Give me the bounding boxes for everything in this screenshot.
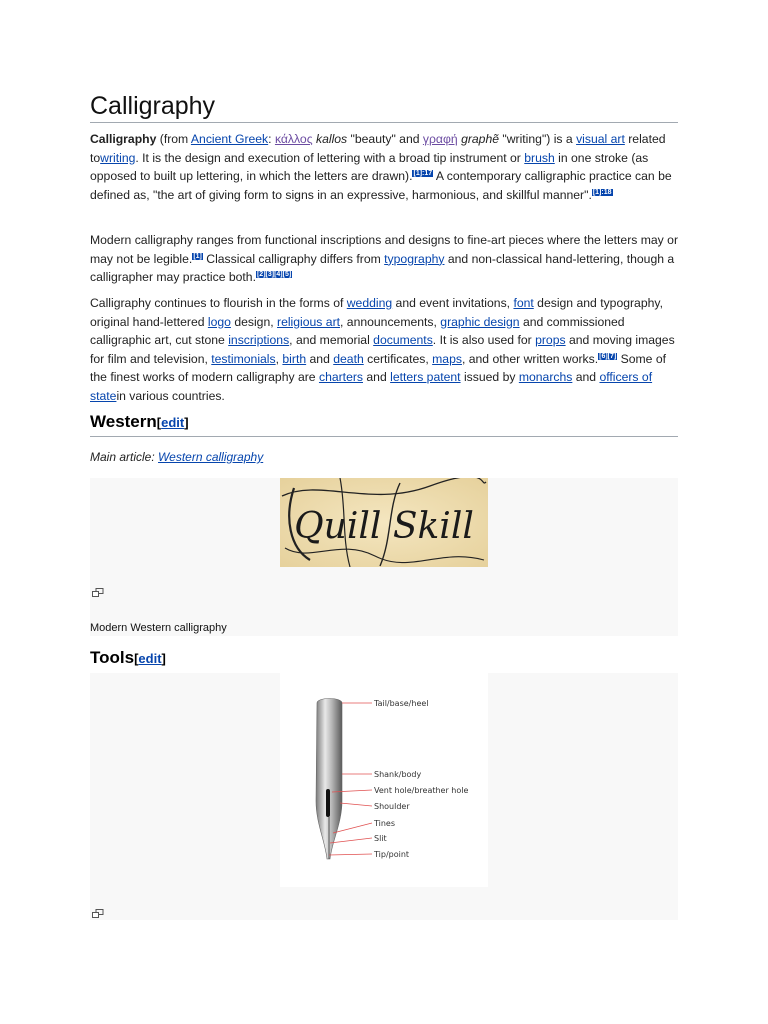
link-props[interactable]: props: [535, 333, 566, 348]
text: "beauty" and: [347, 132, 423, 146]
text: and event invitations,: [392, 296, 514, 310]
edit-bracket-close: ]: [184, 415, 189, 430]
text: related to: [90, 132, 666, 165]
edit-link-western[interactable]: edit: [161, 415, 185, 430]
intro-paragraph: [90, 130, 678, 204]
link-charters[interactable]: charters: [318, 370, 363, 385]
heading-text: Western: [90, 412, 157, 431]
link-monarchs[interactable]: monarchs: [518, 370, 573, 385]
link-graphe[interactable]: γραφή: [422, 132, 458, 146]
nib-label-tip: Tip/point: [374, 850, 410, 859]
text: and: [363, 370, 391, 385]
text: "writing") is a: [499, 132, 577, 146]
text: . It is also used for: [432, 333, 536, 348]
link-birth[interactable]: birth: [282, 351, 307, 366]
bold-term: Calligraphy: [90, 132, 157, 146]
edit-link-tools[interactable]: edit: [138, 651, 162, 666]
page-title: Calligraphy: [90, 92, 216, 120]
section-heading-tools: [90, 648, 166, 668]
figure-caption: Modern Western calligraphy: [90, 622, 227, 634]
hatnote: [90, 450, 263, 464]
link-ancient-greek[interactable]: Ancient Greek: [190, 132, 269, 146]
link-visual-art[interactable]: visual art: [576, 132, 625, 146]
link-death[interactable]: death: [333, 351, 364, 366]
reference-link[interactable]: [1]: [193, 252, 202, 260]
link-officers-of-state[interactable]: officers of state: [90, 370, 653, 403]
link-wedding[interactable]: wedding: [346, 296, 393, 310]
link-brush[interactable]: brush: [524, 150, 555, 165]
reference-link[interactable]: [2][3][4][5]: [256, 271, 292, 279]
text: Modern calligraphy ranges from functional inscriptions and designs to fine-art pieces where the letters may or may not be legible.: [90, 233, 678, 266]
link-letters-patent[interactable]: letters patent: [390, 370, 461, 385]
text: and moving images for film and television,: [90, 333, 675, 366]
edit-bracket-close: ]: [161, 651, 166, 666]
text: A contemporary calligraphic practice can be defined as, "the art of giving form to signs in an expressive, harmonious, and skillful manner".: [90, 169, 672, 202]
link-graphic-design[interactable]: graphic design: [440, 314, 520, 329]
text: design and typography, original hand-lettered: [90, 296, 663, 329]
link-western-calligraphy[interactable]: Western calligraphy: [158, 450, 264, 464]
text: issued by: [460, 370, 519, 385]
text: ,: [275, 351, 283, 366]
text: in various countries.: [116, 388, 225, 403]
text: . It is the design and execution of lettering with a broad tip instrument or: [135, 150, 525, 165]
nib-label-tines: Tines: [374, 819, 396, 828]
link-inscriptions[interactable]: inscriptions: [228, 333, 290, 348]
link-documents[interactable]: documents: [373, 333, 433, 348]
text: , and memorial: [289, 333, 374, 348]
nib-label-shank: Shank/body: [374, 770, 422, 779]
paragraph-modern: [90, 231, 678, 287]
edit-bracket-open: [: [134, 651, 139, 666]
link-writing[interactable]: writing: [100, 150, 136, 165]
text: :: [268, 132, 275, 146]
paragraph-flourish: [90, 294, 678, 406]
text: , announcements,: [340, 314, 441, 329]
text: (from: [156, 132, 191, 146]
link-font[interactable]: font: [513, 296, 534, 310]
graphe-transliteration: graphẽ: [461, 132, 500, 146]
link-typography[interactable]: typography: [384, 251, 445, 266]
nib-label-vent-hole: Vent hole/breather hole: [374, 786, 469, 795]
text: Calligraphy continues to flourish in the forms of: [90, 296, 347, 310]
magnify-icon[interactable]: [92, 588, 104, 597]
nib-label-shoulder: Shoulder: [374, 802, 410, 811]
title-divider: [90, 122, 678, 123]
reference-link[interactable]: [6][7]: [599, 352, 617, 360]
text: , and other written works.: [461, 351, 599, 366]
magnify-icon[interactable]: [92, 909, 104, 918]
reference-link[interactable]: [1]:18: [592, 188, 612, 196]
text: in one stroke (as opposed to built up lettering, in which the letters are drawn).: [90, 150, 649, 184]
link-maps[interactable]: maps: [432, 351, 462, 366]
figure-tools: [90, 673, 678, 920]
text: Classical calligraphy differs from: [202, 251, 385, 266]
link-logo[interactable]: logo: [207, 314, 231, 329]
text: and commissioned calligraphic art, cut stone: [90, 314, 625, 348]
hatnote-prefix: Main article:: [90, 450, 159, 464]
text: design,: [230, 314, 278, 329]
section-heading-western: [90, 412, 189, 432]
text: certificates,: [363, 351, 433, 366]
text: and: [572, 370, 600, 385]
text: and non-classical hand-lettering, though a calligrapher may practice both.: [90, 251, 675, 285]
nib-diagram[interactable]: [280, 673, 488, 887]
edit-bracket-open: [: [156, 415, 162, 430]
text: Some of the finest works of modern calligraphy are: [90, 351, 667, 385]
calligraphy-image[interactable]: [280, 478, 488, 567]
link-testimonials[interactable]: testimonials: [211, 351, 276, 366]
text: and: [306, 351, 334, 366]
figure-western: [90, 478, 678, 636]
calligraphy-image-text: Quill Skill: [294, 506, 474, 547]
nib-label-slit: Slit: [374, 834, 387, 843]
reference-link[interactable]: [1]:17: [413, 170, 433, 178]
section-divider: [90, 436, 678, 437]
link-kallos[interactable]: κάλλος: [274, 132, 313, 146]
heading-text: Tools: [90, 648, 135, 667]
link-religious-art[interactable]: religious art: [277, 314, 341, 329]
nib-label-tail: Tail/base/heel: [374, 699, 429, 708]
kallos-transliteration: kallos: [315, 132, 348, 146]
